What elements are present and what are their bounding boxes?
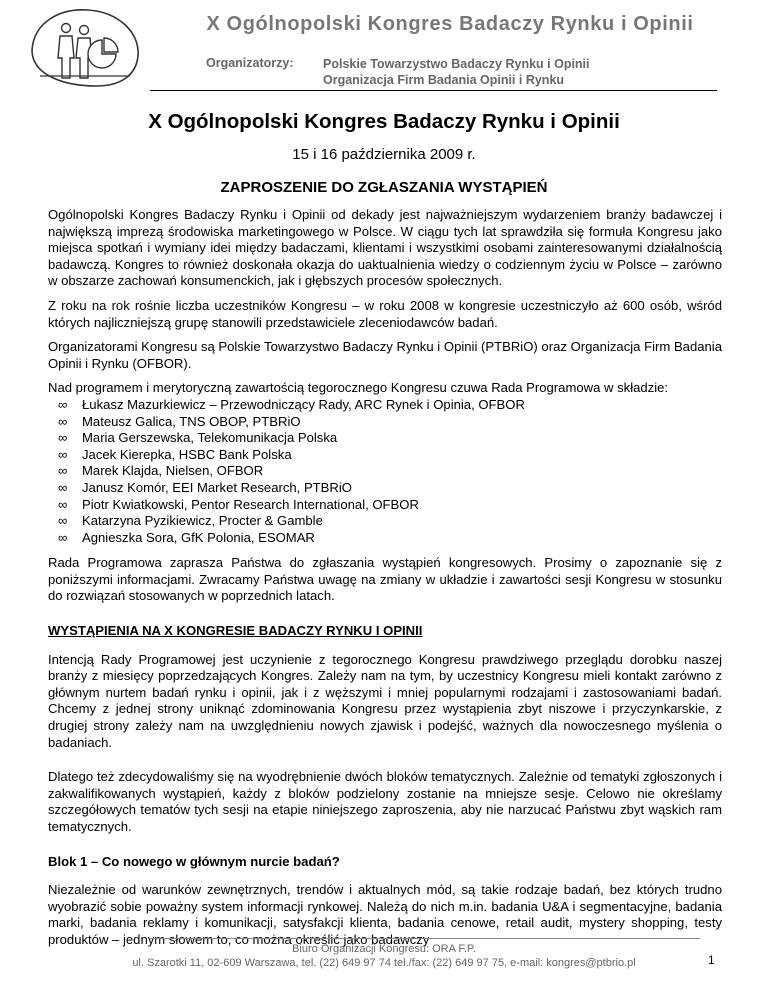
list-item: ∞ Katarzyna Pyzikiewicz, Procter & Gamble <box>58 513 323 529</box>
header-divider <box>150 90 717 91</box>
organizers-label: Organizatorzy: <box>206 56 294 70</box>
council-intro: Nad programem i merytoryczną zawartością tegorocznego Kongresu czuwa Rada Programowa w składzie: <box>48 380 669 396</box>
bullet-icon: ∞ <box>58 430 68 446</box>
organizers-paragraph: Organizatorami Kongresu są Polskie Towarzystwo Badaczy Rynku i Opinii (PTBRiO) oraz Organizacja Firm Badania Opinii i Rynku (OFBOR). <box>48 339 722 371</box>
list-item: ∞ Jacek Kierepka, HSBC Bank Polska <box>58 446 292 462</box>
footer-office: Biuro Organizacji Kongresu: ORA F.P. <box>292 943 476 955</box>
section-paragraph: Intencją Rady Programowej jest uczynienie z tegorocznego Kongresu prawdziwego przeglądu dorobku naszej branży z miesięcy poprzedzających Kongres. Zależy nam na tym, by uczestnicy Kongresu mieli kontakt zarówno z głównym nurtem badań rynku i opinii, jak i z węższymi i mniej popularnymi rodzajami i zastosowaniami badań. Chcemy z jednej strony uniknąć zdominowania Kongresu przez wystąpienia zbyt niszowe i przyczynkarskie, z drugiej strony zależy nam na uwzględnieniu nowych zjawisk i podejść, ważnych dla nowoczesnego myślenia o badaniach. <box>48 651 722 750</box>
list-item: ∞ Agnieszka Sora, GfK Polonia, ESOMAR <box>58 529 315 545</box>
bullet-icon: ∞ <box>58 446 68 462</box>
document-footer <box>0 942 768 970</box>
document-header <box>0 0 768 92</box>
participants-paragraph: Z roku na rok rośnie liczba uczestników Kongresu – w roku 2008 w kongresie uczestniczyło aż 600 osób, wśród których najliczniejszą grupę stanowili przedstawiciele zleceniodawców badań. <box>48 297 722 330</box>
bullet-icon: ∞ <box>58 413 68 429</box>
bullet-icon: ∞ <box>58 513 68 529</box>
block1-heading: Blok 1 – Co nowego w głównym nurcie badań? <box>48 853 340 869</box>
bullet-icon: ∞ <box>58 479 68 495</box>
congress-logo <box>26 6 144 88</box>
footer-divider <box>150 938 700 939</box>
section-heading: WYSTĄPIENIA NA X KONGRESIE BADACZY RYNKU I OPINII <box>48 623 423 639</box>
list-item: ∞ Marek Klajda, Nielsen, OFBOR <box>58 463 264 479</box>
page-number: 1 <box>708 953 715 967</box>
list-item: ∞ Maria Gerszewska, Telekomunikacja Polska <box>58 430 338 446</box>
invitation-heading: ZAPROSZENIE DO ZGŁASZANIA WYSTĄPIEŃ <box>220 179 548 196</box>
organizer-ptbrio: Polskie Towarzystwo Badaczy Rynku i Opinii <box>323 57 590 71</box>
organizers-list <box>323 56 590 88</box>
block1-paragraph: Niezależnie od warunków zewnętrznych, trendów i aktualnych mód, są takie rodzaje badań, bez których trudno wyobrazić sobie poważny system informacji rynkowej. Należą do nich m.in. badania U&A i segmentacyjne, badania marki, badania reklamy i komunikacji, satysfakcji klienta, badania cenowe, retail audit, mystery shopping, testy produktów – jednym słowem to, co można określić jako badawczy <box>48 882 722 947</box>
event-date: 15 i 16 października 2009 r. <box>292 146 476 163</box>
list-item: ∞ Janusz Komór, EEI Market Research, PTBRiO <box>58 479 352 495</box>
header-title: X Ogólnopolski Kongres Badaczy Rynku i Opinii <box>206 13 694 35</box>
bullet-icon: ∞ <box>58 496 68 512</box>
organizer-ofbor: Organizacja Firm Badania Opinii i Rynku <box>323 73 565 87</box>
bullet-icon: ∞ <box>58 396 68 412</box>
section-paragraph: Dlatego też zdecydowaliśmy się na wyodrębnienie dwóch bloków tematycznych. Zależnie od tematyki zgłoszonych i zakwalifikowanych wystąpień, każdy z bloków podzielony zostanie na mniejsze sesje. Celowo nie określamy szczegółowych tematów tych sesji na etapie niniejszego zaproszenia, aby nie narzucać Państwu zbyt wąskich ram tematycznych. <box>48 769 722 834</box>
bullet-icon: ∞ <box>58 463 68 479</box>
list-item: ∞ Łukasz Mazurkiewicz – Przewodniczący Rady, ARC Rynek i Opinia, OFBOR <box>58 396 525 412</box>
bullet-icon: ∞ <box>58 529 68 545</box>
council-list <box>48 397 722 546</box>
footer-contact: ul. Szarotki 11, 02-609 Warszawa, tel. (22) 649 97 74 tel./fax: (22) 649 97 75, e-mail: kongres@ptbrio.pl <box>132 957 636 969</box>
list-item: ∞ Piotr Kwiatkowski, Pentor Research International, OFBOR <box>58 496 419 512</box>
document-body <box>48 207 722 957</box>
intro-paragraph: Ogólnopolski Kongres Badaczy Rynku i Opinii od dekady jest najważniejszym wydarzeniem branży badawczej i największą imprezą środowiska marketingowego w Polsce. W ciągu tych lat sprawdziła się formuła Kongresu jako miejsca spotkań i wymiany idei między badaczami, klientami i wszystkimi osobami zainteresowanymi działalnością badawczą. Kongres to również doskonała okazja do uaktualnienia wiedzy o codziennym życiu w Polsce – zarówno w obszarze zachowań konsumenckich, jak i głębszych procesów społecznych. <box>48 207 722 289</box>
call-for-papers-paragraph: Rada Programowa zaprasza Państwa do zgłaszania wystąpień kongresowych. Prosimy o zapoznanie się z poniższymi informacjami. Zwracamy Państwa uwagę na zmiany w układzie i zawartości sesji Kongresu w stosunku do rozwiązań stosowanych w poprzednich latach. <box>48 555 722 604</box>
document-title: X Ogólnopolski Kongres Badaczy Rynku i Opinii <box>148 110 620 133</box>
list-item: ∞ Mateusz Galica, TNS OBOP, PTBRiO <box>58 413 301 429</box>
